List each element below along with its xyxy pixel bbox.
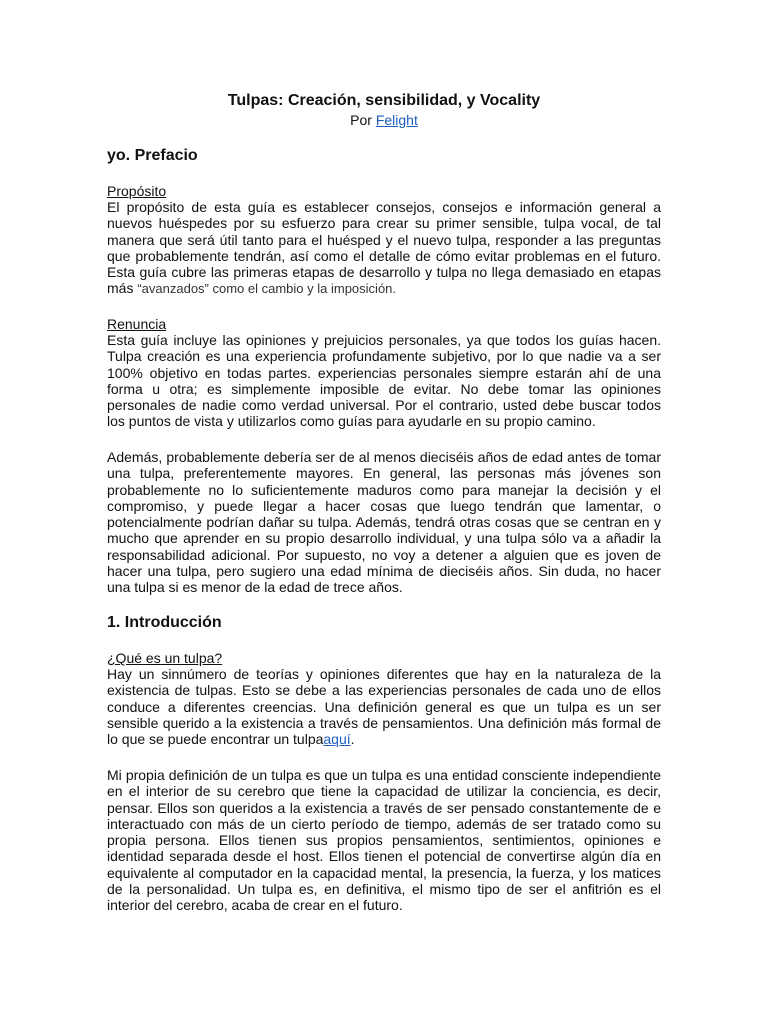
- purpose-text: El propósito de esta guía es establecer consejos, consejos e información general a nuevos huéspedes por su esfuerzo para crear su primer sensible, tulpa vocal, de tal manera que será útil tanto para el huésped y el nuevo tulpa, responder a las preguntas que probablemente tendrán, así como el detalle de cómo evitar problemas en el futuro. Esta guía cubre las primeras etapas de desarrollo y tulpa no llega demasiado en etapas más: [107, 199, 661, 297]
- subheading-what-is-tulpa: ¿Qué es un tulpa?: [107, 650, 223, 666]
- byline: [0, 112, 768, 128]
- section-heading-preface: yo. Prefacio: [107, 147, 198, 164]
- author-link[interactable]: Felight: [375, 112, 418, 128]
- section-heading-intro: 1. Introducción: [107, 614, 222, 631]
- link-tail: .: [350, 731, 355, 748]
- here-link[interactable]: aquí: [323, 731, 351, 748]
- paragraph-purpose: [107, 199, 661, 298]
- paragraph-disclaimer: Esta guía incluye las opiniones y prejuicios personales, ya que todos los guías hacen. Tulpa creación es una experiencia profundamente subjetivo, por lo que nadie va a ser 100% objetivo en todas partes. experiencias personales siempre estarán ahí de una forma u otra; es simplemente imposible de evitar. No debe tomar las opiniones personales de nadie como verdad universal. Por el contrario, usted debe buscar todos los puntos de vista y utilizarlos como guías para ayudarle en su propio camino.: [107, 332, 661, 430]
- paragraph-definition: Mi propia definición de un tulpa es que un tulpa es una entidad consciente independiente en el interior de su cerebro que tiene la capacidad de utilizar la conciencia, es decir, pensar. Ellos son queridos a la existencia a través de ser pensado constantemente de e interactuado con más de un cierto período de tiempo, además de ser tratado como su propia persona. Ellos tienen sus propios pensamientos, sentimientos, opiniones e identidad separada desde el host. Ellos tienen el potencial de convertirse algún día en equivalente al computador en la capacidad mental, la presencia, la fuerza, y los matices de la personalidad. Un tulpa es, en definitiva, el mismo tipo de ser el anfitrión es el interior del cerebro, acaba de crear en el futuro.: [107, 767, 661, 914]
- document-title: Tulpas: Creación, sensibilidad, y Vocality: [227, 92, 541, 109]
- paragraph-age: Además, probablemente debería ser de al menos dieciséis años de edad antes de tomar una tulpa, preferentemente mayores. En general, las personas más jóvenes son probablemente no lo suficientemente maduros como para manejar la decisión y el compromiso, y puede llegar a hacer cosas que luego tendrán que lamentar, o potencialmente podrían dañar su tulpa. Además, tendrá otras cosas que se centran en y mucho que aprender en su propio desarrollo individual, y una tulpa sólo va a añadir la responsabilidad adicional. Por supuesto, no voy a detener a alguien que es joven de hacer una tulpa, pero sugiero una edad mínima de dieciséis años. Sin duda, no hacer una tulpa si es menor de la edad de trece años.: [107, 449, 661, 596]
- what-is-tulpa-text: Hay un sinnúmero de teorías y opiniones diferentes que hay en la naturaleza de la existencia de tulpas. Esto se debe a las experiencias personales de cada uno de ellos conduce a diferentes creencias. Una definición general es que un tulpa es un ser sensible querido a la existencia a través de pensamientos. Una definición más formal de lo que se puede encontrar un tulpa: [107, 666, 661, 748]
- byline-prefix: Por: [350, 112, 376, 128]
- paragraph-what-is-tulpa: [107, 666, 661, 747]
- subheading-purpose: Propósito: [107, 183, 167, 199]
- subheading-disclaimer: Renuncia: [107, 316, 167, 332]
- purpose-tail: “avanzados” como el cambio y la imposición.: [137, 281, 397, 297]
